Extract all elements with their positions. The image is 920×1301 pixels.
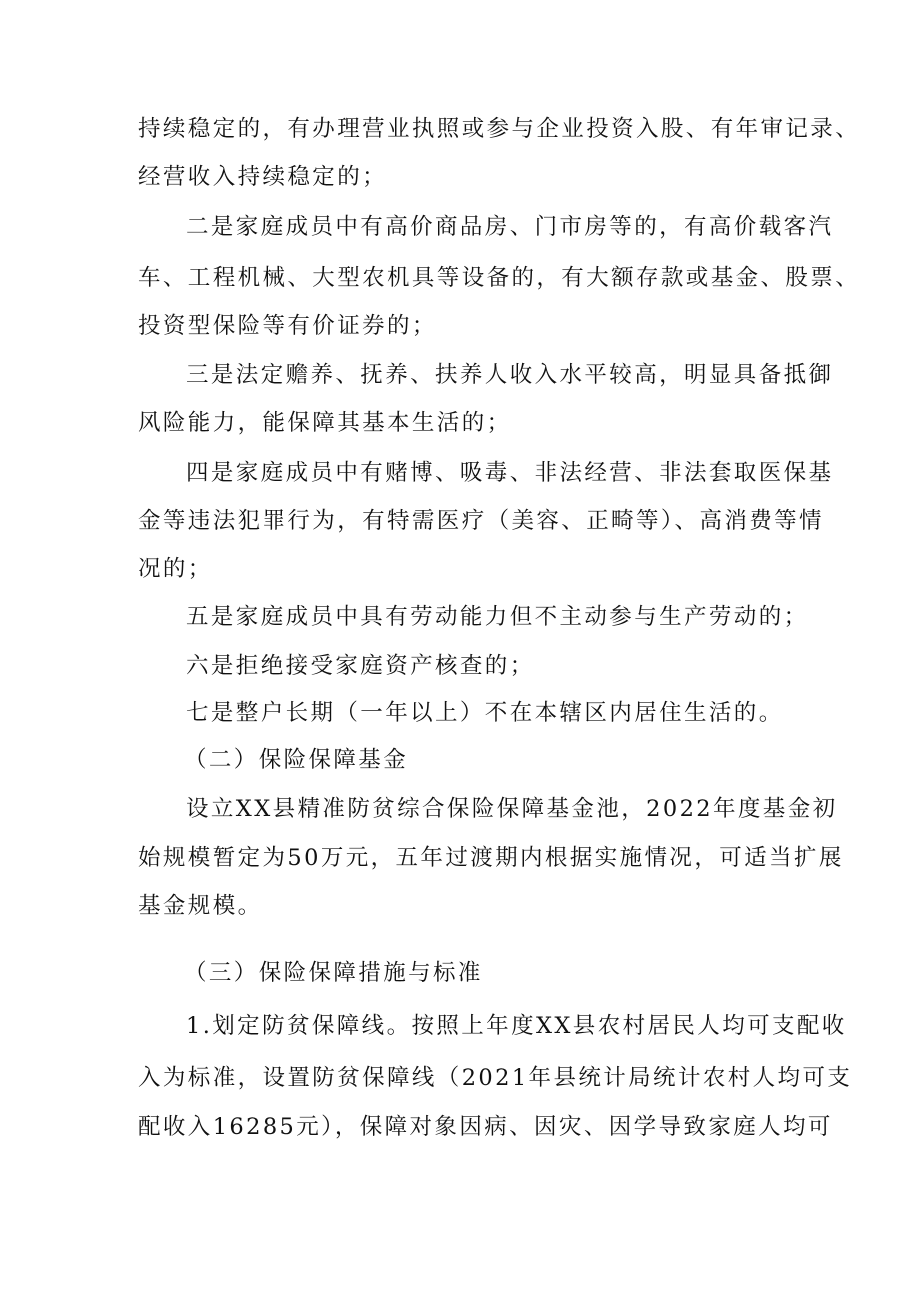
body-text-line: 风险能力，能保障其基本生活的； (138, 410, 512, 436)
body-text-line: 持续稳定的，有办理营业执照或参与企业投资入股、有年审记录、 (138, 116, 861, 142)
paragraph-start-line: 六是拒绝接受家庭资产核查的； (186, 653, 535, 679)
paragraph-start-line: 七是整户长期（一年以上）不在本辖区内居住生活的。 (186, 700, 784, 726)
paragraph-start-line: 1.划定防贫保障线。按照上年度XX县农村居民人均可支配收 (186, 1013, 847, 1039)
section-heading: （三）保险保障措施与标准 (184, 960, 483, 986)
body-text-line: 金等违法犯罪行为，有特需医疗（美容、正畸等）、高消费等情 (138, 508, 824, 534)
body-text-line: 配收入16285元），保障对象因病、因灾、因学导致家庭人均可 (138, 1114, 833, 1140)
paragraph-start-line: 三是法定赡养、抚养、扶养人收入水平较高，明显具备抵御 (186, 362, 834, 388)
paragraph-start-line: 五是家庭成员中具有劳动能力但不主动参与生产劳动的； (186, 604, 809, 630)
paragraph-start-line: 设立XX县精准防贫综合保险保障基金池，2022年度基金初 (186, 796, 838, 822)
body-text-line: 车、工程机械、大型农机具等设备的，有大额存款或基金、股票、 (138, 265, 861, 291)
body-text-line: 投资型保险等有价证券的； (138, 313, 437, 339)
body-text-line: 入为标准，设置防贫保障线（2021年县统计局统计农村人均可支 (138, 1065, 853, 1091)
paragraph-start-line: 四是家庭成员中有赌博、吸毒、非法经营、非法套取医保基 (186, 460, 834, 486)
body-text-line: 经营收入持续稳定的； (138, 164, 388, 190)
section-heading: （二）保险保障基金 (184, 747, 409, 773)
body-text-line: 基金规模。 (138, 893, 263, 919)
body-text-line: 始规模暂定为50万元，五年过渡期内根据实施情况，可适当扩展 (138, 845, 844, 871)
body-text-line: 况的； (138, 556, 213, 582)
paragraph-start-line: 二是家庭成员中有高价商品房、门市房等的，有高价载客汽 (186, 214, 834, 240)
